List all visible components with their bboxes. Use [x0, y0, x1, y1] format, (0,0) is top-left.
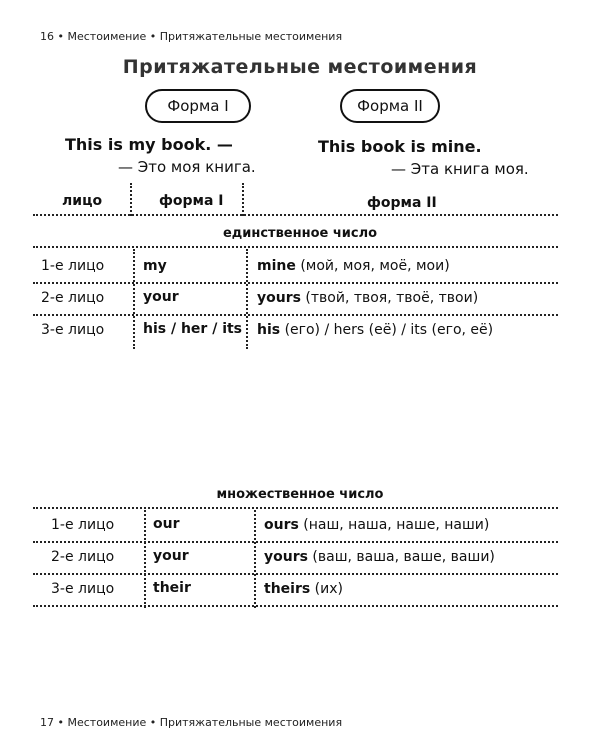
form1-cell: your: [153, 548, 189, 564]
page-header-bottom: 17 • Местоимение • Притяжательные местоимения: [40, 716, 343, 729]
form-2-label: Форма II: [340, 89, 440, 123]
form2-word: his: [257, 322, 281, 338]
table-rule: [33, 246, 558, 248]
header-divider-2: [242, 183, 244, 216]
form2-word: mine: [257, 258, 296, 274]
form2-cell: [264, 581, 343, 597]
form2-translation: (мой, моя, моё, мои): [300, 258, 450, 274]
section-plural-label: множественное число: [216, 487, 384, 502]
form2-cell: [257, 322, 493, 338]
column-divider-1: [133, 249, 135, 349]
form2-word: yours: [264, 549, 308, 565]
column-divider-2: [246, 249, 248, 349]
page-title: Притяжательные местоимения: [122, 56, 478, 78]
form2-word: theirs: [264, 581, 311, 597]
form2-translation: (его) / hers (её) / its (его, её): [284, 322, 494, 338]
form1-cell: your: [143, 289, 179, 305]
section-singular-label: единственное число: [222, 226, 378, 241]
person-cell: 3-е лицо: [51, 581, 115, 597]
form1-cell: their: [153, 580, 191, 596]
person-cell: 2-е лицо: [41, 290, 105, 306]
table-rule: [33, 282, 558, 284]
example-form1-english: This is my book. —: [65, 135, 233, 154]
table-rule: [33, 214, 558, 216]
table-rule: [33, 507, 558, 509]
person-cell: 3-е лицо: [41, 322, 105, 338]
example-form2-russian: — Эта книга моя.: [391, 160, 529, 178]
person-cell: 1-е лицо: [41, 258, 105, 274]
form1-cell: his / her / its: [143, 321, 243, 337]
form2-word: ours: [264, 517, 299, 533]
form2-translation: (ваш, ваша, ваше, ваши): [312, 549, 495, 565]
form1-cell: my: [143, 258, 167, 274]
table-rule: [33, 605, 558, 607]
form2-cell: [257, 290, 478, 306]
form2-translation: (их): [314, 581, 343, 597]
page-header-top: 16 • Местоимение • Притяжательные местоимения: [40, 30, 343, 43]
header-divider-1: [130, 183, 132, 216]
column-divider-1: [144, 510, 146, 608]
table-rule: [33, 541, 558, 543]
column-header-person: лицо: [62, 193, 103, 209]
column-header-form2: форма II: [367, 195, 437, 211]
column-header-form1: форма I: [159, 193, 224, 209]
column-divider-2: [254, 510, 256, 608]
example-form1-russian: — Это моя книга.: [118, 158, 256, 176]
form2-cell: [257, 258, 450, 274]
person-cell: 1-е лицо: [51, 517, 115, 533]
form1-cell: our: [153, 516, 180, 532]
person-cell: 2-е лицо: [51, 549, 115, 565]
form2-translation: (наш, наша, наше, наши): [303, 517, 490, 533]
form2-translation: (твой, твоя, твоё, твои): [305, 290, 479, 306]
form2-word: yours: [257, 290, 301, 306]
table-rule: [33, 573, 558, 575]
table-rule: [33, 314, 558, 316]
form2-cell: [264, 549, 495, 565]
form2-cell: [264, 517, 489, 533]
example-form2-english: This book is mine.: [318, 137, 482, 156]
form-1-label: Форма I: [145, 89, 251, 123]
